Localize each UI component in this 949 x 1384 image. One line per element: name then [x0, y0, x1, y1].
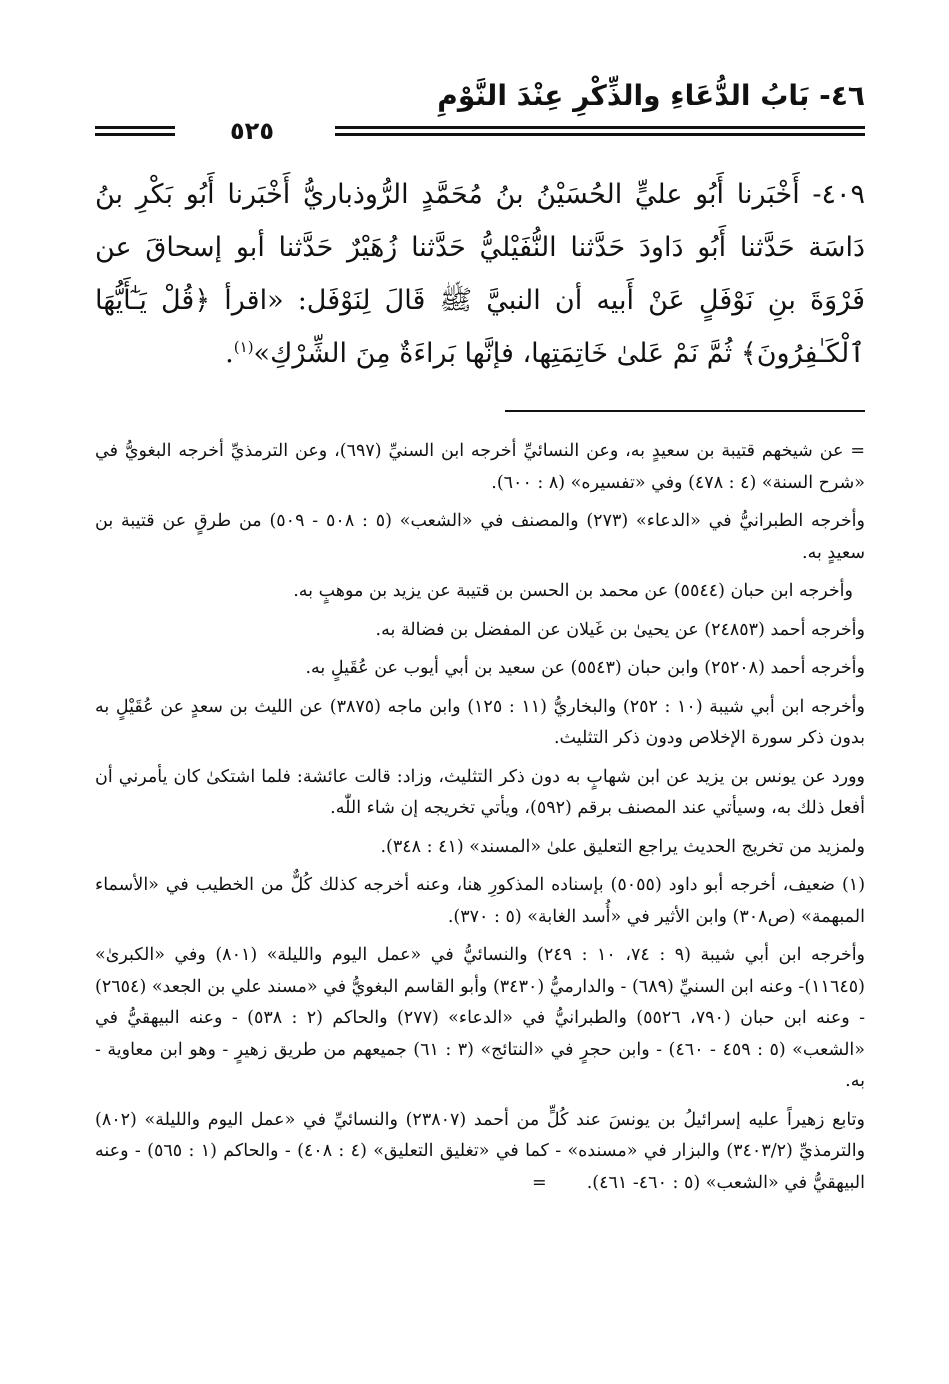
hadith-body [95, 168, 865, 380]
footnote-paragraph: وأخرجه ابن حبان (٥٥٤٤) عن محمد بن الحسن بن قتيبة عن يزيد بن موهبٍ به. [293, 581, 853, 601]
page-number: ٥٢٥ [230, 117, 274, 145]
header-double-rule-right [335, 126, 865, 136]
footnote-reference: (١) [233, 338, 254, 356]
header-double-rule-left [95, 126, 175, 136]
footnote-text: وتابع زهيراً عليه إسرائيلُ بن يونسَ عند كُلٍّ من أحمد (٢٣٨٠٧) والنسائيِّ في «عمل اليوم والليلة» (٨٠٢) والترمذيِّ (٣٤٠٣/٢) والبزار في «مسنده» - كما في «تغليق التعليق» (٤ : ٤٠٨) - والحاكم (١ : ٥٦٥) - وعنه البيهقيُّ في «الشعب» (٥ : ٤٦٠- ٤٦١). [95, 1109, 866, 1193]
footnote-paragraph: وورد عن يونس بن يزيد عن ابن شهابٍ به دون ذكر التثليث، وزاد: قالت عائشة: فلما اشتكىٰ كان يأمرني أن أفعل ذلك به، وسيأتي عند المصنف برقم (٥٩٢)، ويأتي تخريجه إن شاء اللّٰه. [95, 766, 865, 818]
running-header [95, 76, 865, 146]
footnote-separator [505, 410, 865, 412]
chapter-title: ٤٦- بَابُ الدُّعَاءِ والذِّكْرِ عِنْدَ النَّوْمِ [437, 79, 865, 112]
footnote-paragraph: وأخرجه الطبرانيُّ في «الدعاء» (٢٧٣) والمصنف في «الشعب» (٥ : ٥٠٨ - ٥٠٩) من طرقٍ عن قتيبة بن سعيدٍ به. [95, 511, 865, 563]
hadith-end-mark: . [225, 338, 234, 369]
continuation-mark: = [532, 1172, 547, 1193]
footnote-paragraph: وأخرجه ابن أبي شيبة (١٠ : ٢٥٢) والبخاريُّ (١١ : ١٢٥) وابن ماجه (٣٨٧٥) عن الليث بن سعدٍ عن عُقَيْلٍ به بدون ذكر سورة الإخلاص ودون ذكر التثليث. [95, 696, 865, 748]
footnote-paragraph: وأخرجه ابن أبي شيبة (٩ : ٧٤، ١٠ : ٢٤٩) والنسائيُّ في «عمل اليوم والليلة» (٨٠١) وفي «الكبرىٰ» (١١٦٤٥)- وعنه ابن السنيِّ (٦٨٩) - والدارميُّ (٣٤٣٠) وأبو القاسم البغويُّ في «مسند علي بن الجعد» (٢٦٥٤) - وعنه ابن حبان (٧٩٠، ٥٥٢٦) والطبرانيُّ في «الدعاء» (٢٧٧) والحاكم (٢ : ٥٣٨) - وعنه البيهقيُّ في «الشعب» (٥ : ٤٥٩ - ٤٦٠) - وابن حجرٍ في «النتائج» (٣ : ٦١) جميعهم من طريق زهيرٍ - وهو ابن معاوية - به. [95, 945, 866, 1091]
footnote-paragraph: ولمزيد من تخريج الحديث يراجع التعليق علىٰ «المسند» (٤١ : ٣٤٨). [380, 836, 865, 857]
footnote-paragraph: وأخرجه أحمد (٢٤٨٥٣) عن يحيىٰ بن غَيلان عن المفضل بن فضالة به. [375, 619, 865, 640]
footnotes-section [95, 436, 865, 1206]
footnote-paragraph: = عن شيخهم قتيبة بن سعيدٍ به، وعن النسائيِّ أخرجه ابن السنيِّ (٦٩٧)، وعن الترمذيِّ أخرجه البغويُّ في «شرح السنة» (٤ : ٤٧٨) وفي «تفسيره» (٨ : ٦٠٠). [95, 441, 865, 493]
footnote-paragraph-last [95, 1105, 865, 1200]
footnote-paragraph: (١) ضعيف، أخرجه أبو داود (٥٠٥٥) بإسناده المذكورِ هنا، وعنه أخرجه كذلك كُلٌّ من الخطيب في «الأسماء المبهمة» (ص٣٠٨) وابن الأثير في «أُسد الغابة» (٥ : ٣٧٠). [95, 875, 866, 927]
footnote-paragraph: وأخرجه أحمد (٢٥٢٠٨) وابن حبان (٥٥٤٣) عن سعيد بن أبي أيوب عن عُقَيلٍ به. [305, 658, 865, 678]
hadith-paragraph [95, 168, 865, 380]
hadith-text: ٤٠٩- أَخْبَرنا أَبُو عليٍّ الحُسَيْنُ بنُ مُحَمَّدٍ الرُّوذباريُّ أَخْبَرنا أَبُو بَكْرِ بنُ دَاسَة حَدَّثنا أَبُو دَاودَ حَدَّثنا النُّفَيْليُّ حَدَّثنا زُهَيْرٌ حَدَّثنا أبو إسحاقَ عن فَرْوَةَ بنِ نَوْفَلٍ عَنْ أَبيه أن النبيَّ ﷺ قَالَ لِنَوْفَل: «اقرأ ﴿قُلْ يَـٰٓأَيُّهَا ٱلْكَـٰفِرُونَ﴾ ثُمَّ نَمْ عَلىٰ خَاتِمَتِها، فإنَّها بَراءَةٌ مِنَ الشِّرْكِ» [95, 179, 865, 369]
